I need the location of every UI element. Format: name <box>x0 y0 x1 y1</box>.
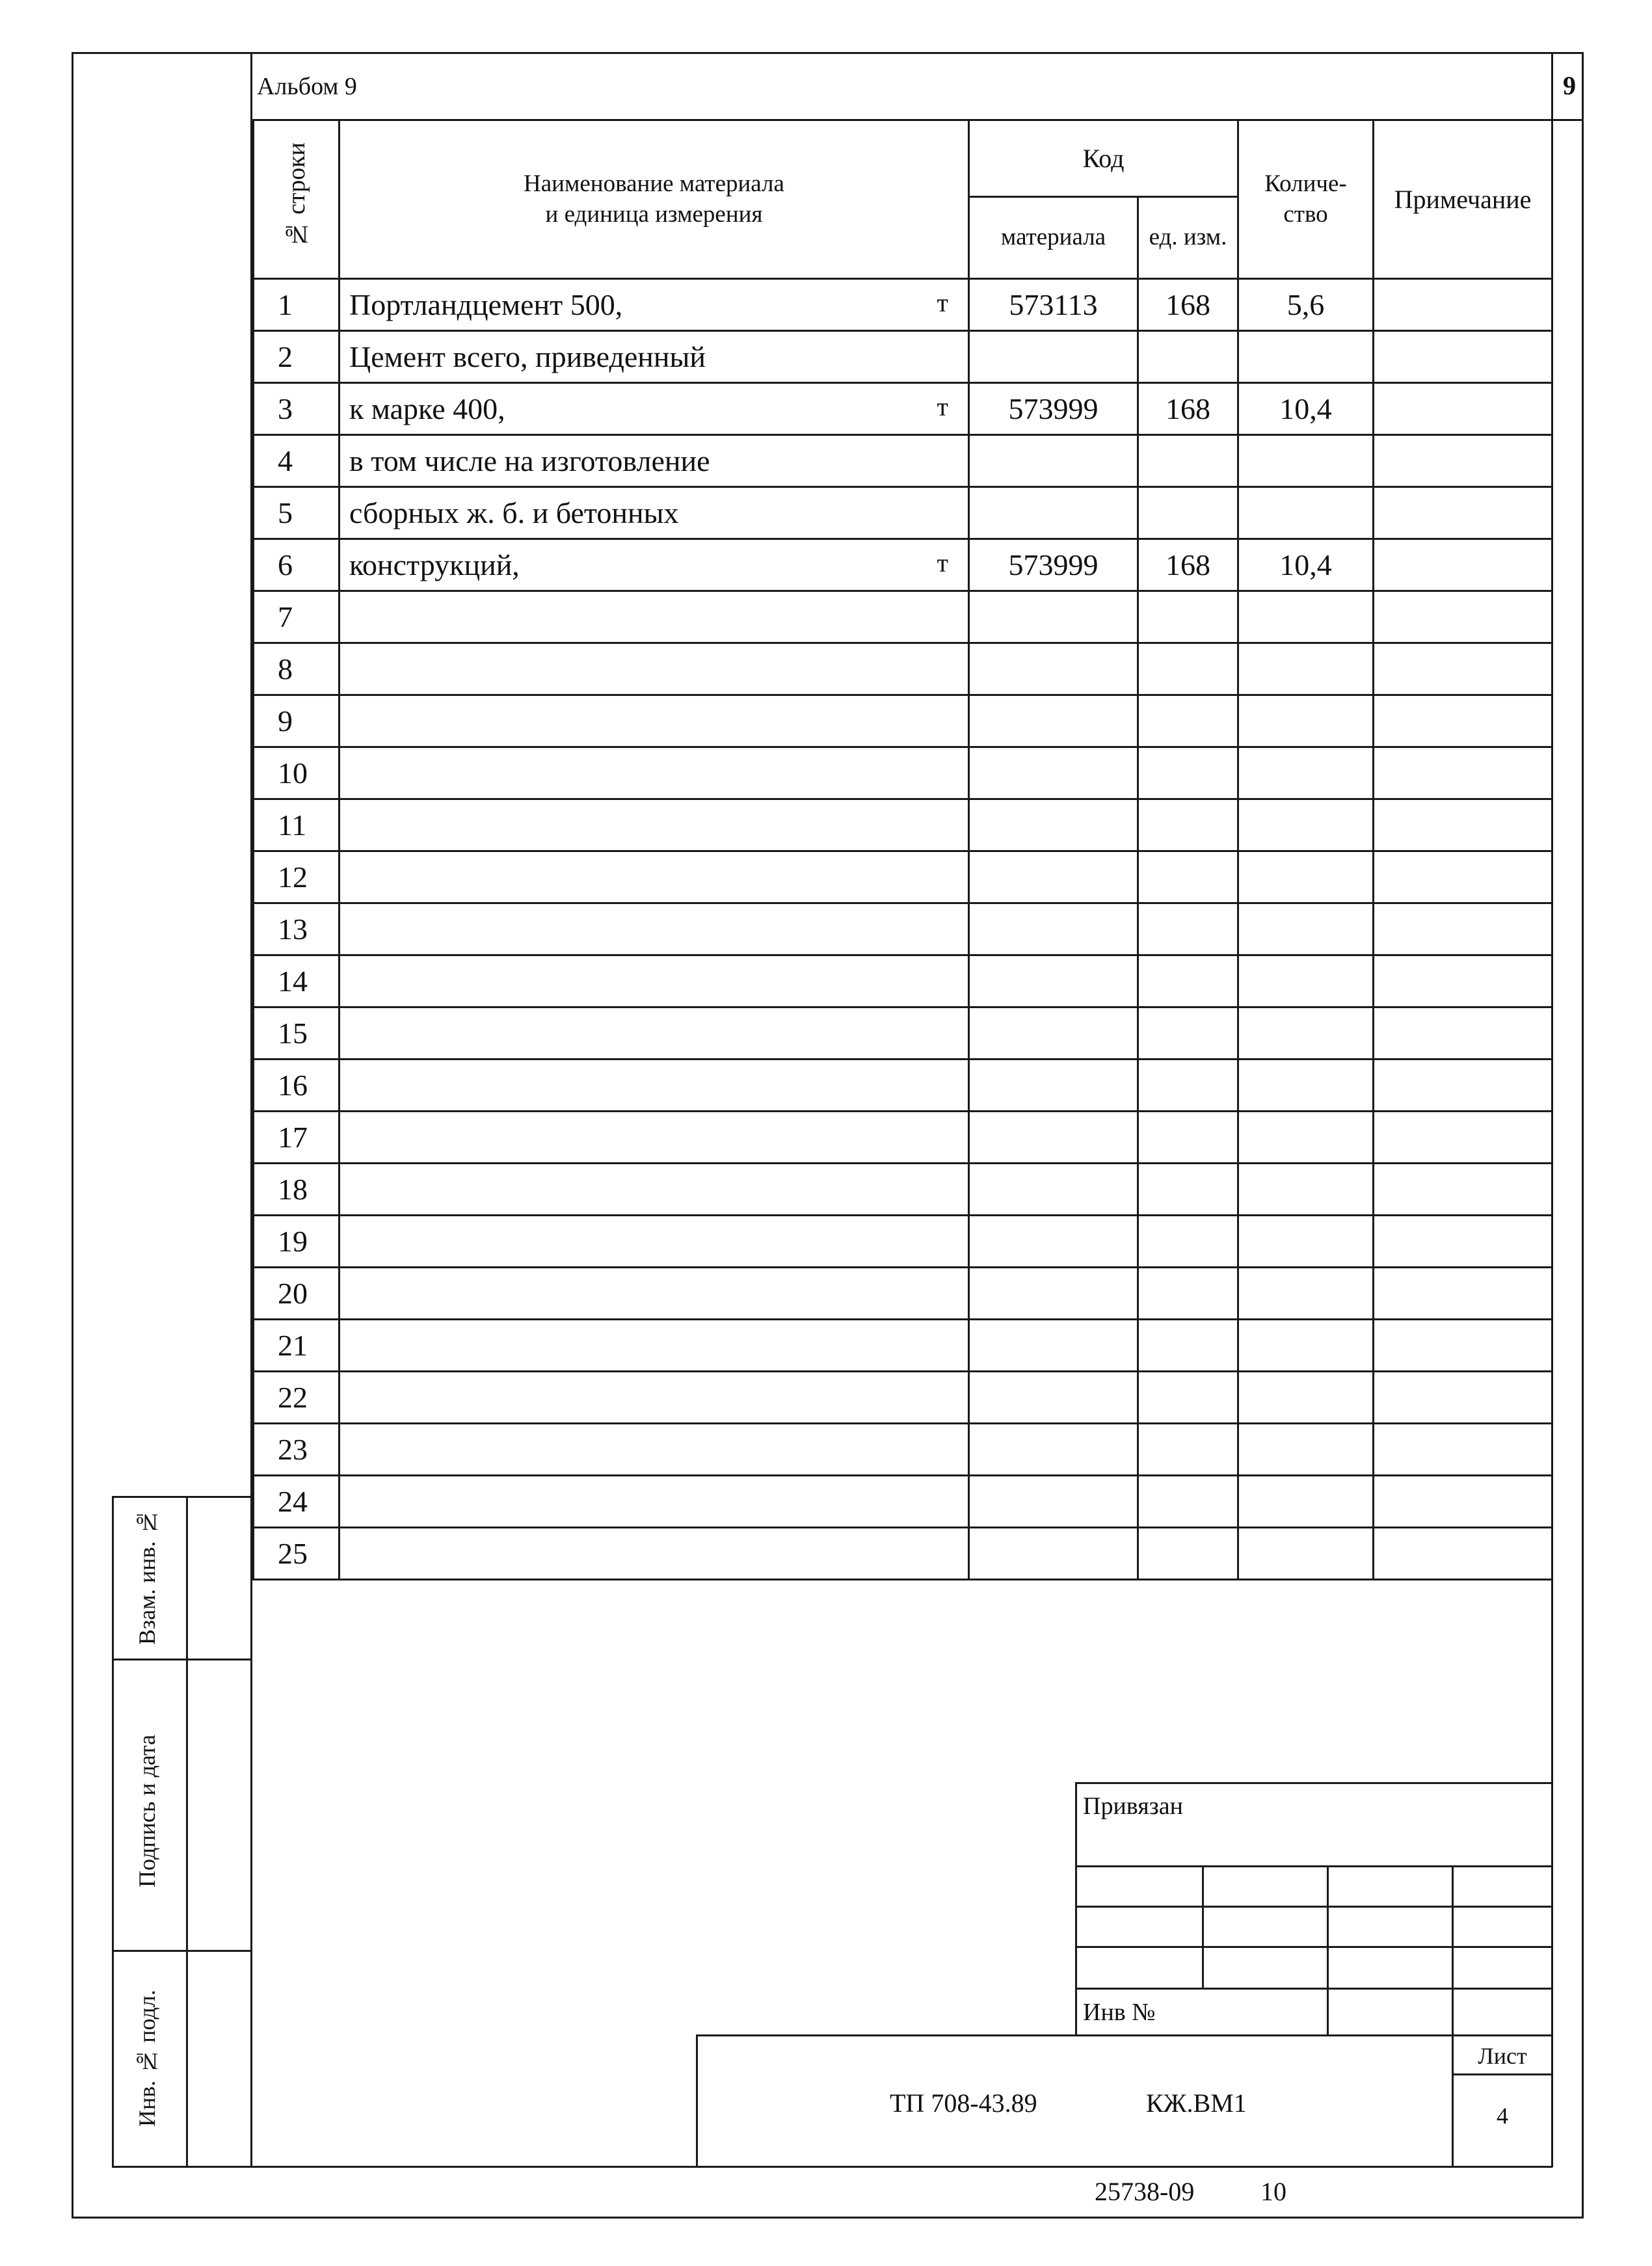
note <box>1374 955 1552 1007</box>
quantity: 10,4 <box>1238 539 1374 591</box>
unit-code <box>1138 1424 1238 1476</box>
unit-code <box>1138 955 1238 1007</box>
side-stamp-line-1 <box>112 1659 252 1660</box>
row-number: 7 <box>254 591 340 643</box>
note <box>1374 539 1552 591</box>
material-code <box>969 1268 1138 1320</box>
footer-page: 10 <box>1260 2177 1286 2206</box>
row-number: 16 <box>254 1060 340 1112</box>
side-stamp-line-2 <box>112 1950 252 1952</box>
note <box>1374 1528 1552 1580</box>
note <box>1374 1476 1552 1528</box>
table-row <box>254 643 1552 695</box>
unit-code <box>1138 1476 1238 1528</box>
unit-code <box>1138 643 1238 695</box>
material-name-cell <box>340 1528 969 1580</box>
note <box>1374 1007 1552 1060</box>
unit-code <box>1138 1112 1238 1164</box>
material-name-cell <box>340 955 969 1007</box>
table-row <box>254 487 1552 539</box>
row-number: 14 <box>254 955 340 1007</box>
quantity <box>1238 799 1374 851</box>
material-name-cell <box>340 1372 969 1424</box>
table-row <box>254 591 1552 643</box>
quantity <box>1238 331 1374 383</box>
unit-code <box>1138 695 1238 747</box>
material-code <box>969 903 1138 955</box>
material-name-cell <box>340 851 969 903</box>
material-name: сборных ж. б. и бетонных <box>349 496 679 529</box>
table-row <box>254 1476 1552 1528</box>
note <box>1374 331 1552 383</box>
privyazan-left <box>1075 1782 1077 2036</box>
table-row <box>254 851 1552 903</box>
row-number: 4 <box>254 435 340 487</box>
material-code <box>969 1060 1138 1112</box>
material-code <box>969 591 1138 643</box>
row-number: 23 <box>254 1424 340 1476</box>
material-name-cell <box>340 1424 969 1476</box>
table-row <box>254 747 1552 799</box>
material-name-cell <box>340 747 969 799</box>
quantity <box>1238 1528 1374 1580</box>
privyazan-line-3 <box>1075 1946 1552 1948</box>
material-name-cell <box>340 799 969 851</box>
table-row <box>254 1007 1552 1060</box>
quantity <box>1238 487 1374 539</box>
row-number: 19 <box>254 1216 340 1268</box>
unit-code <box>1138 1216 1238 1268</box>
row-number: 3 <box>254 383 340 435</box>
sheet-label: Лист <box>1478 2043 1527 2069</box>
note <box>1374 695 1552 747</box>
table-row <box>254 903 1552 955</box>
quantity <box>1238 1007 1374 1060</box>
material-name-cell <box>340 487 969 539</box>
material-name: в том числе на изготовление <box>349 444 710 477</box>
material-name-cell <box>340 1216 969 1268</box>
material-name-cell <box>340 1268 969 1320</box>
row-number: 10 <box>254 747 340 799</box>
quantity <box>1238 435 1374 487</box>
privyazan-line-2 <box>1075 1906 1552 1908</box>
table-row <box>254 1320 1552 1372</box>
table-row <box>254 279 1552 331</box>
frame-top <box>72 52 1584 54</box>
material-code <box>969 1320 1138 1372</box>
row-number: 24 <box>254 1476 340 1528</box>
quantity <box>1238 643 1374 695</box>
table-row <box>254 1060 1552 1112</box>
row-number: 1 <box>254 279 340 331</box>
row-number: 5 <box>254 487 340 539</box>
page-number: 9 <box>1563 71 1576 100</box>
material-name-cell <box>340 539 969 591</box>
table-row <box>254 331 1552 383</box>
material-code <box>969 1528 1138 1580</box>
note <box>1374 851 1552 903</box>
frame-right <box>1582 52 1584 2218</box>
quantity <box>1238 1164 1374 1216</box>
materials-table <box>252 119 1553 1580</box>
unit-code <box>1138 331 1238 383</box>
note <box>1374 643 1552 695</box>
header-code-unit: ед. изм. <box>1138 197 1238 279</box>
quantity <box>1238 1476 1374 1528</box>
quantity <box>1238 1320 1374 1372</box>
material-code <box>969 1216 1138 1268</box>
privyazan-col-2 <box>1327 1865 1329 2036</box>
privyazan-label: Привязан <box>1083 1793 1183 1820</box>
material-code <box>969 1164 1138 1216</box>
note <box>1374 903 1552 955</box>
material-name-cell <box>340 643 969 695</box>
material-code <box>969 435 1138 487</box>
unit-code <box>1138 747 1238 799</box>
doc-mark: КЖ.ВМ1 <box>1146 2088 1247 2118</box>
privyazan-top <box>1075 1782 1552 1784</box>
side-inv-podl: Инв. № подл. <box>134 1990 160 2127</box>
material-code: 573113 <box>969 279 1138 331</box>
quantity: 10,4 <box>1238 383 1374 435</box>
material-code <box>969 1476 1138 1528</box>
inner-frame-bottom <box>112 2166 1552 2168</box>
quantity <box>1238 903 1374 955</box>
header-code-material: материала <box>969 197 1138 279</box>
unit-code <box>1138 1268 1238 1320</box>
note <box>1374 279 1552 331</box>
header-qty: Количе- ство <box>1238 120 1374 279</box>
unit-code: 168 <box>1138 383 1238 435</box>
note <box>1374 1372 1552 1424</box>
unit-code <box>1138 1372 1238 1424</box>
quantity <box>1238 1060 1374 1112</box>
table-row <box>254 955 1552 1007</box>
material-code <box>969 851 1138 903</box>
material-name-cell <box>340 1476 969 1528</box>
material-code <box>969 1112 1138 1164</box>
quantity <box>1238 1216 1374 1268</box>
row-number: 2 <box>254 331 340 383</box>
table-row <box>254 1372 1552 1424</box>
note <box>1374 383 1552 435</box>
row-number: 13 <box>254 903 340 955</box>
privyazan-line-4 <box>1075 1988 1552 1990</box>
row-number: 20 <box>254 1268 340 1320</box>
unit-code <box>1138 1007 1238 1060</box>
material-code <box>969 747 1138 799</box>
quantity: 5,6 <box>1238 279 1374 331</box>
unit-code <box>1138 851 1238 903</box>
note <box>1374 1268 1552 1320</box>
quantity <box>1238 1112 1374 1164</box>
material-name-cell <box>340 383 969 435</box>
unit-code <box>1138 1060 1238 1112</box>
unit-code <box>1138 487 1238 539</box>
note <box>1374 1216 1552 1268</box>
material-code <box>969 799 1138 851</box>
table-row <box>254 539 1552 591</box>
note <box>1374 1112 1552 1164</box>
note <box>1374 1424 1552 1476</box>
row-number: 18 <box>254 1164 340 1216</box>
quantity <box>1238 747 1374 799</box>
table-row <box>254 1268 1552 1320</box>
table-row <box>254 435 1552 487</box>
row-number: 12 <box>254 851 340 903</box>
header-row-no: № строки <box>254 120 340 279</box>
material-code: 573999 <box>969 539 1138 591</box>
material-name-cell <box>340 331 969 383</box>
unit-code <box>1138 903 1238 955</box>
sheet-value: 4 <box>1497 2103 1508 2129</box>
material-name-cell <box>340 279 969 331</box>
unit: т <box>937 288 948 317</box>
album-label: Альбом 9 <box>257 73 357 100</box>
quantity <box>1238 851 1374 903</box>
row-number: 11 <box>254 799 340 851</box>
unit-code <box>1138 1320 1238 1372</box>
inv-no-label: Инв № <box>1083 1999 1156 2026</box>
material-name-cell <box>340 1007 969 1060</box>
page-number-box-bottom <box>1551 119 1584 121</box>
row-number: 8 <box>254 643 340 695</box>
material-code <box>969 1424 1138 1476</box>
privyazan-line-1 <box>1075 1865 1552 1867</box>
material-code: 573999 <box>969 383 1138 435</box>
frame-bottom <box>72 2217 1584 2219</box>
note <box>1374 591 1552 643</box>
side-stamp-outer-left <box>112 1496 114 2167</box>
table-row <box>254 695 1552 747</box>
header-code: Код <box>969 120 1238 197</box>
material-code <box>969 955 1138 1007</box>
table-row <box>254 1112 1552 1164</box>
unit-code <box>1138 591 1238 643</box>
material-code <box>969 1372 1138 1424</box>
unit-code <box>1138 435 1238 487</box>
doc-code: ТП 708-43.89 <box>890 2088 1037 2118</box>
row-number: 22 <box>254 1372 340 1424</box>
row-number: 25 <box>254 1528 340 1580</box>
material-name-cell <box>340 1164 969 1216</box>
material-name-cell <box>340 591 969 643</box>
title-block-top <box>696 2034 1552 2036</box>
note <box>1374 1060 1552 1112</box>
row-number: 17 <box>254 1112 340 1164</box>
material-name-cell <box>340 435 969 487</box>
table-row <box>254 383 1552 435</box>
material-code <box>969 1007 1138 1060</box>
quantity <box>1238 695 1374 747</box>
order-number: 25738-09 <box>1095 2177 1195 2206</box>
unit-code <box>1138 1528 1238 1580</box>
note <box>1374 747 1552 799</box>
material-code <box>969 695 1138 747</box>
header-note: Примечание <box>1374 120 1552 279</box>
title-block-left <box>696 2034 698 2167</box>
material-code <box>969 643 1138 695</box>
sheet-box-divider <box>1452 2073 1552 2075</box>
side-vzam-inv: Взам. инв. № <box>134 1509 160 1646</box>
material-name: Портландцемент 500, <box>349 288 623 321</box>
side-stamp-top <box>112 1496 252 1498</box>
row-number: 21 <box>254 1320 340 1372</box>
material-code <box>969 487 1138 539</box>
unit: т <box>937 548 948 578</box>
page-number-box-left <box>1551 53 1553 120</box>
material-name: Цемент всего, приведенный <box>349 340 706 373</box>
table-row <box>254 1216 1552 1268</box>
material-name-cell <box>340 1060 969 1112</box>
material-code <box>969 331 1138 383</box>
quantity <box>1238 591 1374 643</box>
note <box>1374 487 1552 539</box>
table-row <box>254 799 1552 851</box>
unit: т <box>937 392 948 421</box>
table-row <box>254 1164 1552 1216</box>
side-podpis-data: Подпись и дата <box>134 1735 160 1888</box>
row-number: 15 <box>254 1007 340 1060</box>
unit-code: 168 <box>1138 539 1238 591</box>
note <box>1374 799 1552 851</box>
side-stamp-divider <box>186 1496 188 2167</box>
quantity <box>1238 955 1374 1007</box>
privyazan-col-1 <box>1202 1865 1204 1988</box>
material-name-cell <box>340 1320 969 1372</box>
table-row <box>254 1528 1552 1580</box>
table-row <box>254 1424 1552 1476</box>
unit-code <box>1138 1164 1238 1216</box>
material-name-cell <box>340 1112 969 1164</box>
material-name-cell <box>340 903 969 955</box>
unit-code <box>1138 799 1238 851</box>
note <box>1374 435 1552 487</box>
unit-code: 168 <box>1138 279 1238 331</box>
material-name: к марке 400, <box>349 392 505 425</box>
row-number: 6 <box>254 539 340 591</box>
quantity <box>1238 1424 1374 1476</box>
material-name-cell <box>340 695 969 747</box>
frame-left <box>72 52 73 2218</box>
header-name: Наименование материала и единица измерения <box>340 120 969 279</box>
quantity <box>1238 1268 1374 1320</box>
note <box>1374 1164 1552 1216</box>
row-number: 9 <box>254 695 340 747</box>
note <box>1374 1320 1552 1372</box>
quantity <box>1238 1372 1374 1424</box>
material-name: конструкций, <box>349 548 520 581</box>
